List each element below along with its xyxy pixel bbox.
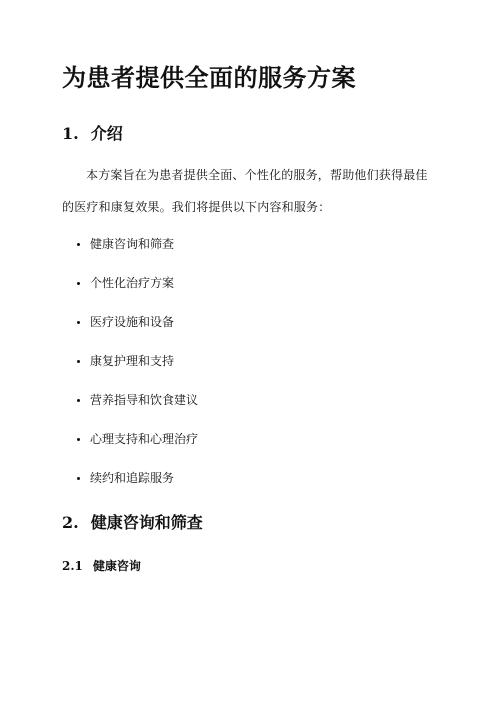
subsection-title: 健康咨询 [92,559,141,573]
list-item-text: 医疗设施和设备 [90,315,175,329]
bullet-icon [77,438,80,441]
bullet-icon [77,360,80,363]
section-heading-consultation [62,510,203,533]
list-item [62,228,198,267]
list-item-text: 心理支持和心理治疗 [90,432,199,446]
section-number: 2. [62,513,79,532]
list-item [62,384,198,423]
list-item [62,267,198,306]
bullet-icon [77,321,80,324]
list-item-text: 续约和追踪服务 [90,471,175,485]
section-heading-intro [62,121,123,144]
list-item-text: 营养指导和饮食建议 [90,393,199,407]
bullet-icon [77,477,80,480]
list-item [62,345,198,384]
subsection-heading [62,557,141,574]
section-title: 健康咨询和筛查 [90,513,203,532]
document-title: 为患者提供全面的服务方案 [62,63,356,92]
section-number: 1. [62,124,79,143]
list-item [62,423,198,462]
list-item [62,462,198,501]
list-item [62,306,198,345]
services-list [62,228,198,501]
bullet-icon [77,399,80,402]
list-item-text: 康复护理和支持 [90,354,175,368]
bullet-icon [77,243,80,246]
list-item-text: 个性化治疗方案 [90,276,175,290]
bullet-icon [77,282,80,285]
subsection-number: 2.1 [62,559,83,573]
section-title: 介绍 [90,124,123,143]
list-item-text: 健康咨询和筛查 [90,237,175,251]
intro-paragraph: 本方案旨在为患者提供全面、个性化的服务，帮助他们获得最佳的医疗和康复效果。我们将提供以下内容和服务： [62,168,428,214]
